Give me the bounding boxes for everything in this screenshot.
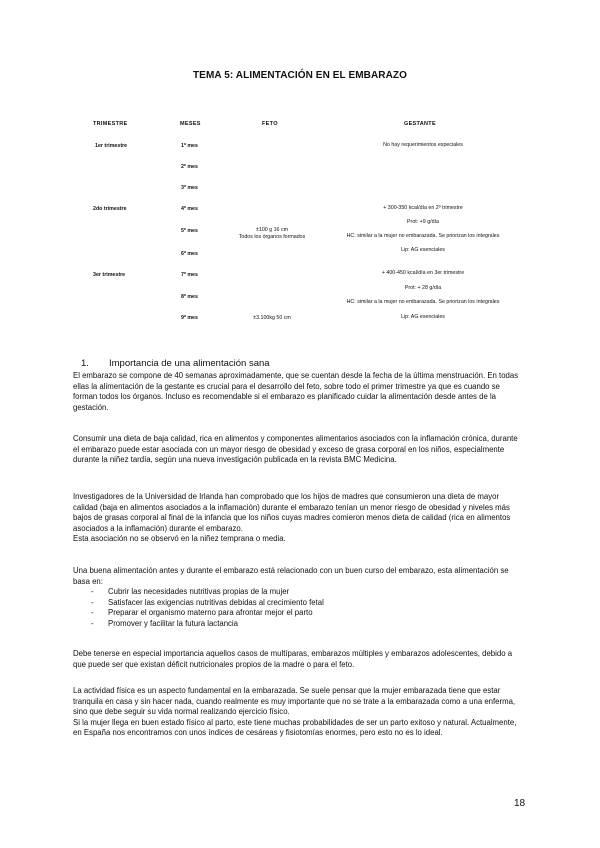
trimestre-1: 1er trimestre <box>95 143 128 149</box>
mes-8: 8º mes <box>181 294 198 300</box>
paragraph-6 <box>73 686 521 739</box>
list-item: - Promover y facilitar la futura lactancia <box>91 619 521 630</box>
gestante-t2-lip: Lip: AG esenciales <box>401 247 445 253</box>
paragraph-text: Si la mujer llega en buen estado físico al parto, este tiene muchas probabilidades de ser un parto exitoso y natural. Actualmente, en España nos encontramos con unos índices de cesáreas y fisiotomías enormes, pero esto no es lo ideal. <box>73 717 517 737</box>
paragraph-text: El embarazo se compone de 40 semanas aproximadamente, que se cuentan desde la fecha de la última menstruación. En todas ellas la alimentación de la gestante es crucial para el desarrollo del feto, sobre todo el primer trimestre ya que es cuando se forman todos los órganos. Incluso es recomendable si el embarazo es planificado cuidar la alimentación desde antes de la gestación. <box>73 371 519 412</box>
paragraph-3 <box>73 492 521 545</box>
list-item: - Satisfacer las exigencias nutritivas debidas al crecimiento fetal <box>91 598 521 609</box>
paragraph-2 <box>73 434 521 466</box>
feto-t2-organs: Todos los órganos formados <box>238 234 306 240</box>
document-title: TEMA 5: ALIMENTACIÓN EN EL EMBARAZO <box>192 70 408 81</box>
header-meses: MESES <box>180 121 201 127</box>
mes-7: 7º mes <box>181 272 198 278</box>
header-trimestre: TRIMESTRE <box>93 121 128 127</box>
mes-3: 3º mes <box>181 185 198 191</box>
bullet-list <box>73 587 521 629</box>
gestante-t2-energy: + 300-350 kcal/día en 2º trimestre <box>383 205 463 211</box>
paragraph-text: Debe tenerse en especial importancia aquellos casos de multíparas, embarazos múltiples y embarazos adolescentes, debido a que puede ser que existan déficit nutricionales propios de la madre o para el feto. <box>73 649 513 669</box>
paragraph-1 <box>73 371 521 413</box>
paragraph-5 <box>73 649 521 670</box>
paragraph-text: Consumir una dieta de baja calidad, rica en alimentos y componentes alimentarios asociados con la inflamación crónica, durante el embarazo puede estar asociada con un mayor riesgo de obesidad y exceso de grasa corporal en los niños, especialmente durante la niñez tardía, según una nueva investigación publicada en la revista BMC Medicina. <box>73 434 518 464</box>
mes-5: 5º mes <box>181 228 198 234</box>
paragraph-text: Esta asociación no se observó en la niñez temprana o media. <box>73 534 286 543</box>
feto-t2-size: ±100 g 16 cm <box>255 227 289 233</box>
gestante-t1: No hay requerimientos especiales <box>383 142 463 148</box>
gestante-t3-hc: HC: similar a la mujer no embarazada. Se priorizan los integrales <box>346 299 500 305</box>
mes-9: 9º mes <box>181 315 198 321</box>
feto-t3-size: ±3.100kg 50 cm <box>253 315 291 321</box>
header-gestante: GESTANTE <box>404 121 436 127</box>
mes-2: 2º mes <box>181 164 198 170</box>
list-item: - Cubrir las necesidades nutritivas propias de la mujer <box>91 587 521 598</box>
section-heading <box>81 358 270 369</box>
paragraph-4 <box>73 566 521 629</box>
paragraph-text: Investigadores de la Universidad de Irlanda han comprobado que los hijos de madres que consumieron una dieta de mayor calidad (baja en alimentos asociados a la inflamación) durante el embarazo tenían un menor riesgo de obesidad y niveles más bajos de grasas corporal al final de la infancia que los niños cuyas madres comieron menos dieta de calidad (rica en alimentos asociados a la inflamación) durante el embarazo. <box>73 492 511 533</box>
gestante-t3-prot: Prot: + 28 g/día <box>404 285 442 291</box>
section-title: Importancia de una alimentación sana <box>109 358 270 369</box>
list-item: - Preparar el organismo materno para afrontar mejor el parto <box>91 608 521 619</box>
mes-6: 6º mes <box>181 251 198 257</box>
gestante-t2-prot: Prot: +9 g/día <box>407 219 439 225</box>
gestante-t3-lip: Lip: AG esenciales <box>401 314 445 320</box>
header-feto: FETO <box>262 121 278 127</box>
paragraph-text: Una buena alimentación antes y durante el embarazo está relacionado con un buen curso del embarazo, esta alimentación se basa en: <box>73 566 509 586</box>
page-number: 18 <box>514 798 526 809</box>
paragraph-text: La actividad física es un aspecto fundamental en la embarazada. Se suele pensar que la mujer embarazada tiene que estar tranquila en casa y sin hacer nada, cuando realmente es muy importante que no se trate a la embarazada como a una enferma, sino que debe seguir su vida normal realizando ejercicio físico. <box>73 686 516 716</box>
mes-4: 4º mes <box>181 206 198 212</box>
gestante-t3-energy: + 400-450 kcal/día en 3er trimestre <box>381 270 465 276</box>
trimestre-3: 3er trimestre <box>93 272 126 278</box>
trimestre-2: 2do trimestre <box>93 206 127 212</box>
mes-1: 1º mes <box>181 143 198 149</box>
gestante-t2-hc: HC: similar a la mujer no embarazada. Se priorizan los integrales <box>346 233 500 239</box>
section-number: 1. <box>81 358 89 369</box>
